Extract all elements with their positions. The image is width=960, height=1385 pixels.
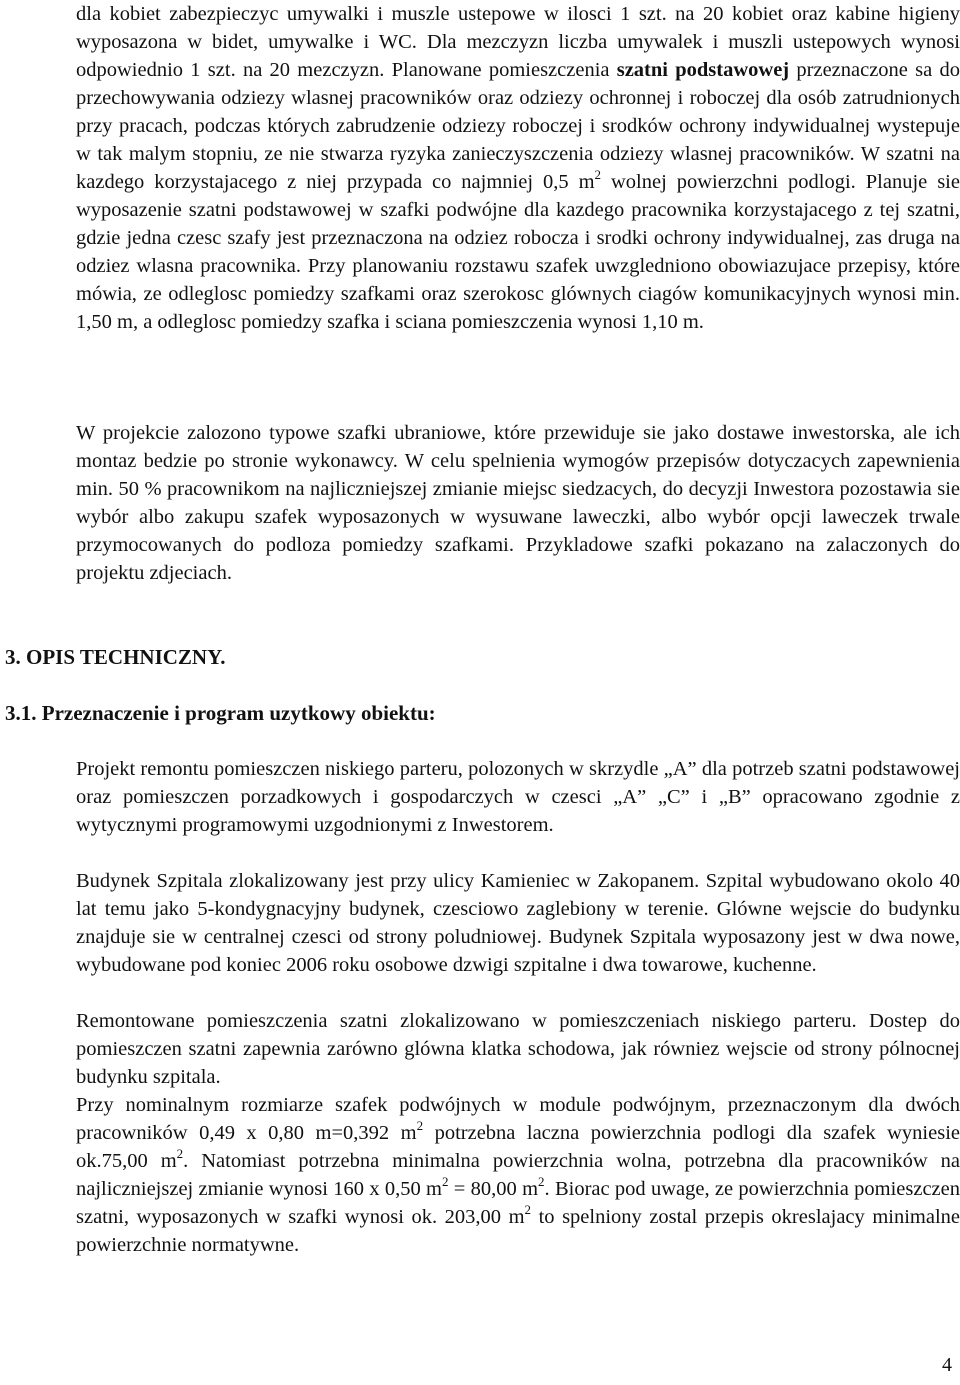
page-number: 4 (942, 1354, 952, 1376)
paragraph-text: przeznaczone sa do przechowywania odziezy wlasnej pracowników oraz odziezy ochronnej i roboczej dla osób zatrudnionych przy pracach, podczas których zabrudzenie odziezy roboczej i srodków ochrony indywidualnej wystepuje w tak malym stopniu, ze nie stwarza ryzyka zanieczyszczenia odziezy wlasnej pracowników. W szatni na kazdego korzystajacego z niej przypada co najmniej 0,5 m (76, 59, 960, 193)
paragraph-text: Przy nominalnym rozmiarze szafek podwójnych w module podwójnym, przeznaczonym dla dwóch pracowników 0,49 x 0,80 m=0,392 m (76, 1094, 960, 1144)
heading-opis-techniczny: 3. OPIS TECHNICZNY. (5, 645, 226, 669)
bold-term-szatni-podstawowej: szatni podstawowej (616, 59, 790, 81)
superscript-unit: 2 (594, 167, 602, 182)
paragraph-building (76, 867, 960, 979)
paragraph-text: Budynek Szpitala zlokalizowany jest przy ulicy Kamieniec w Zakopanem. Szpital wybudowano okolo 40 lat temu jako 5-kondygnacyjny budynek, czesciowo zaglebiony w terenie. Glówne wejscie do budynku znajduje sie w centralnej czesci od strony poludniowej. Budynek Szpitala wyposazony jest w dwa nowe, wybudowane pod koniec 2006 roku osobowe dzwigi szpitalne i dwa towarowe, kuchenne. (76, 870, 960, 976)
paragraph-text: W projekcie zalozono typowe szafki ubraniowe, które przewiduje sie jako dostawe inwestorska, ale ich montaz bedzie po stronie wykonawcy. W celu spelnienia wymogów przepisów dotyczacych zapewnienia min. 50 % pracownikom na najliczniejszej zmianie miejsc siedzacych, do decyzji Inwestora pozostawia sie wybór albo zakupu szafek wyposazonych w wysuwane laweczki, albo wybór opcji laweczek trwale przymocowanych do podloza pomiedzy szafkami. Przykladowe szafki pokazano na zalaczonych do projektu zdjeciach. (76, 422, 960, 584)
paragraph-text: . Natomiast potrzebna minimalna powierzchnia wolna, potrzebna dla pracowników na najliczniejszej zmianie wynosi 160 x 0,50 m (76, 1150, 960, 1200)
paragraph-text: dla kobiet zabezpieczyc umywalki i muszle ustepowe w ilosci 1 szt. na 20 kobiet oraz kabine higieny wyposazona w bidet, umywalke i WC. Dla mezczyzn liczba umywalek i muszli ustepowych wynosi odpowiednio 1 szt. na 20 mezczyzn. (76, 3, 960, 81)
superscript-unit: 2 (442, 1174, 449, 1189)
paragraph-area-calculation (76, 1091, 960, 1259)
paragraph-text: Projekt remontu pomieszczen niskiego parteru, polozonych w skrzydle „A” dla potrzeb szatni podstawowej oraz pomieszczen porzadkowych i gospodarczych w czesci „A” „C” i „B” opracowano zgodnie z wytycznymi programowymi uzgodnionymi z Inwestorem. (76, 758, 960, 836)
paragraph-text: = 80,00 m (448, 1178, 539, 1200)
superscript-unit: 2 (416, 1118, 424, 1133)
paragraph-text: Remontowane pomieszczenia szatni zlokalizowano w pomieszczeniach niskiego parteru. Dostep do pomieszczen szatni zapewnia zarówno glówna klatka schodowa, jak równiez wejscie od strony pólnocnej budynku szpitala. (76, 1010, 960, 1088)
superscript-unit: 2 (538, 1174, 545, 1189)
paragraph-text: Planowane pomieszczenia (384, 59, 617, 81)
paragraph-location (76, 1007, 960, 1091)
paragraph-text: . Biorac pod uwage, ze powierzchnia pomieszczen szatni, wyposazonych w szafki wynosi ok. 203,00 m (76, 1178, 960, 1228)
heading-przeznaczenie: 3.1. Przeznaczenie i program uzytkowy obiektu: (5, 701, 436, 725)
paragraph-text: to spelniony zostal przepis okreslajacy minimalne powierzchnie normatywne. (76, 1206, 960, 1256)
paragraph-text: wolnej powierzchni podlogi. Planuje sie wyposazenie szatni podstawowej w szafki podwójne dla kazdego pracownika korzystajacego z tej szatni, gdzie jedna czesc szafy jest przeznaczona na odziez robocza i srodki ochrony indywidualnej, zas druga na odziez wlasna pracownika. Przy planowaniu rozstawu szafek uwzgledniono obowiazujace przepisy, które mówia, ze odleglosc pomiedzy szafkami oraz szerokosc glównych ciagów komunikacyjnych wynosi min. 1,50 m, a odleglosc pomiedzy szafka i sciana pomieszczenia wynosi 1,10 m. (76, 171, 960, 333)
paragraph-sanitary-fixtures (76, 0, 960, 336)
superscript-unit: 2 (524, 1202, 532, 1217)
paragraph-project-scope (76, 755, 960, 839)
superscript-unit: 2 (176, 1146, 184, 1161)
paragraph-text: potrzebna laczna powierzchnia podlogi dla szafek wyniesie ok.75,00 m (76, 1122, 960, 1172)
paragraph-lockers (76, 419, 960, 587)
